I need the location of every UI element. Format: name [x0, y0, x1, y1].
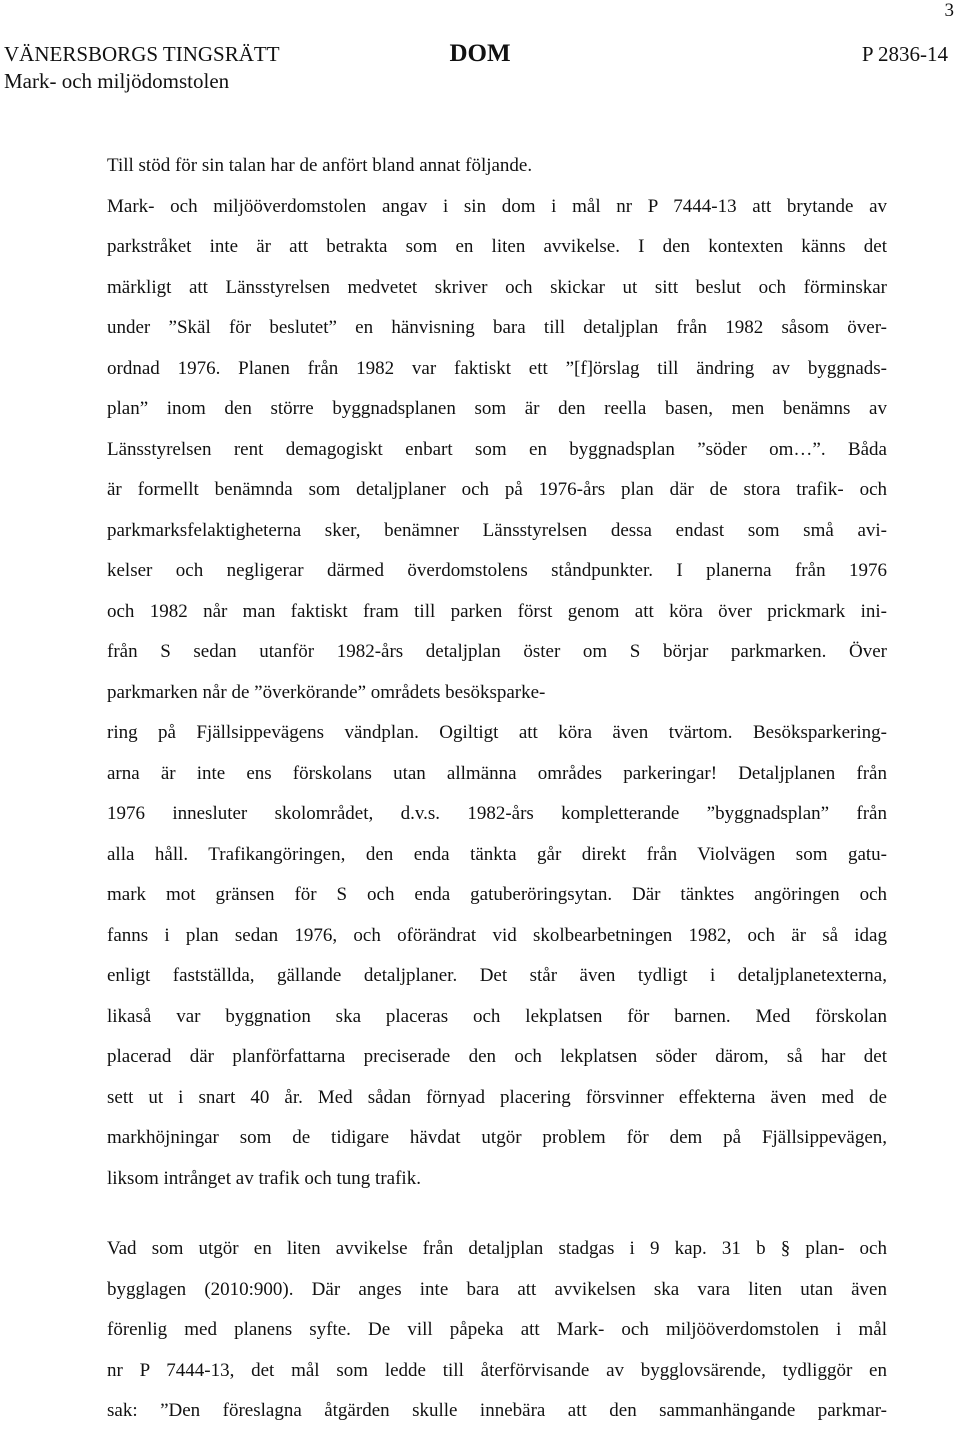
- text-line: enligt fastställda, gällande detaljplaner. Det står även tydligt i detaljplanetexterna,: [107, 965, 887, 986]
- text-line: likaså var byggnation ska placeras och lekplatsen för barnen. Med förskolan: [107, 1005, 887, 1027]
- text-line: nr P 7444-13, det mål som ledde till återförvisande av bygglovsärende, tydliggör en: [107, 1359, 887, 1381]
- text-line: förenlig med planens syfte. De vill påpeka att Mark- och miljööverdomstolen i mål: [107, 1319, 887, 1340]
- text-line: Mark- och miljööverdomstolen angav i sin dom i mål nr P 7444-13 att brytande av: [107, 195, 887, 217]
- text-line: från S sedan utanför 1982-års detaljplan öster om S börjar parkmarken. Över: [107, 641, 887, 662]
- text-line: plan” inom den större byggnadsplanen som är den reella basen, men benämns av: [107, 398, 887, 419]
- text-line: är formellt benämnda som detaljplaner och på 1976-års plan där de stora trafik- och: [107, 479, 887, 500]
- text-line: parkmarksfelaktigheterna sker, benämner Länsstyrelsen dessa endast som små avi-: [107, 519, 887, 541]
- body-section-1: [107, 146, 887, 1199]
- text-line: och 1982 når man faktiskt fram till parken först genom att köra över prickmark ini-: [107, 600, 887, 622]
- text-line: märkligt att Länsstyrelsen medvetet skriver och skickar ut sitt beslut och förminskar: [107, 276, 887, 298]
- text-line: sak: ”Den föreslagna åtgärden skulle innebära att den sammanhängande parkmar-: [107, 1400, 887, 1421]
- text-line: Till stöd för sin talan har de anfört bland annat följande.: [107, 155, 533, 176]
- text-line: ring på Fjällsippevägens vändplan. Ogiltigt att köra även tvärtom. Besöksparkering-: [107, 722, 887, 743]
- text-line: alla håll. Trafikangöringen, den enda tänkta går direkt från Violvägen som gatu-: [107, 843, 887, 865]
- text-line: liksom intrånget av trafik och tung trafik.: [107, 1167, 421, 1189]
- text-line: fanns i plan sedan 1976, och oförändrat vid skolbearbetningen 1982, och är så idag: [107, 924, 887, 946]
- text-line: Länsstyrelsen rent demagogiskt enbart som en byggnadsplan ”söder om…”. Båda: [107, 438, 887, 460]
- text-line: parkstråket inte är att betrakta som en liten avvikelse. I den kontexten känns det: [107, 236, 887, 257]
- text-line: ordnad 1976. Planen från 1982 var faktiskt ett ”[f]örslag till ändring av byggnads-: [107, 357, 887, 379]
- body-section-2: [107, 1229, 887, 1432]
- document-type: DOM: [449, 40, 511, 67]
- text-line: placerad där planförfattarna preciserade den och lekplatsen söder därom, så har det: [107, 1046, 887, 1067]
- text-line: mark mot gränsen för S och enda gatuberöringsytan. Där tänktes angöringen och: [107, 884, 887, 905]
- page-number: 3: [944, 0, 954, 21]
- text-line: Vad som utgör en liten avvikelse från detaljplan stadgas i 9 kap. 31 b § plan- och: [107, 1238, 887, 1259]
- text-line: sett ut i snart 40 år. Med sådan förnyad placering försvinner effekterna även med de: [107, 1086, 887, 1108]
- text-line: arna är inte ens förskolans utan allmänna områdes parkeringar! Detaljplanen från: [107, 762, 887, 784]
- text-line: 1976 innesluter skolområdet, d.v.s. 1982-års kompletterande ”byggnadsplan” från: [107, 803, 887, 824]
- court-division: Mark- och miljödomstolen: [4, 69, 230, 93]
- text-line: bygglagen (2010:900). Där anges inte bara att avvikelsen ska vara liten utan även: [107, 1278, 887, 1300]
- text-line: parkmarken når de ”överkörande” områdets besöksparke-: [107, 681, 546, 703]
- case-number: P 2836-14: [861, 42, 948, 66]
- text-line: markhöjningar som de tidigare hävdat utgör problem för dem på Fjällsippevägen,: [107, 1127, 887, 1148]
- text-line: under ”Skäl för beslutet” en hänvisning bara till detaljplan från 1982 såsom över-: [107, 317, 887, 338]
- text-line: kelser och negligerar därmed överdomstolens ståndpunkter. I planerna från 1976: [107, 560, 887, 581]
- court-name: VÄNERSBORGS TINGSRÄTT: [4, 42, 280, 66]
